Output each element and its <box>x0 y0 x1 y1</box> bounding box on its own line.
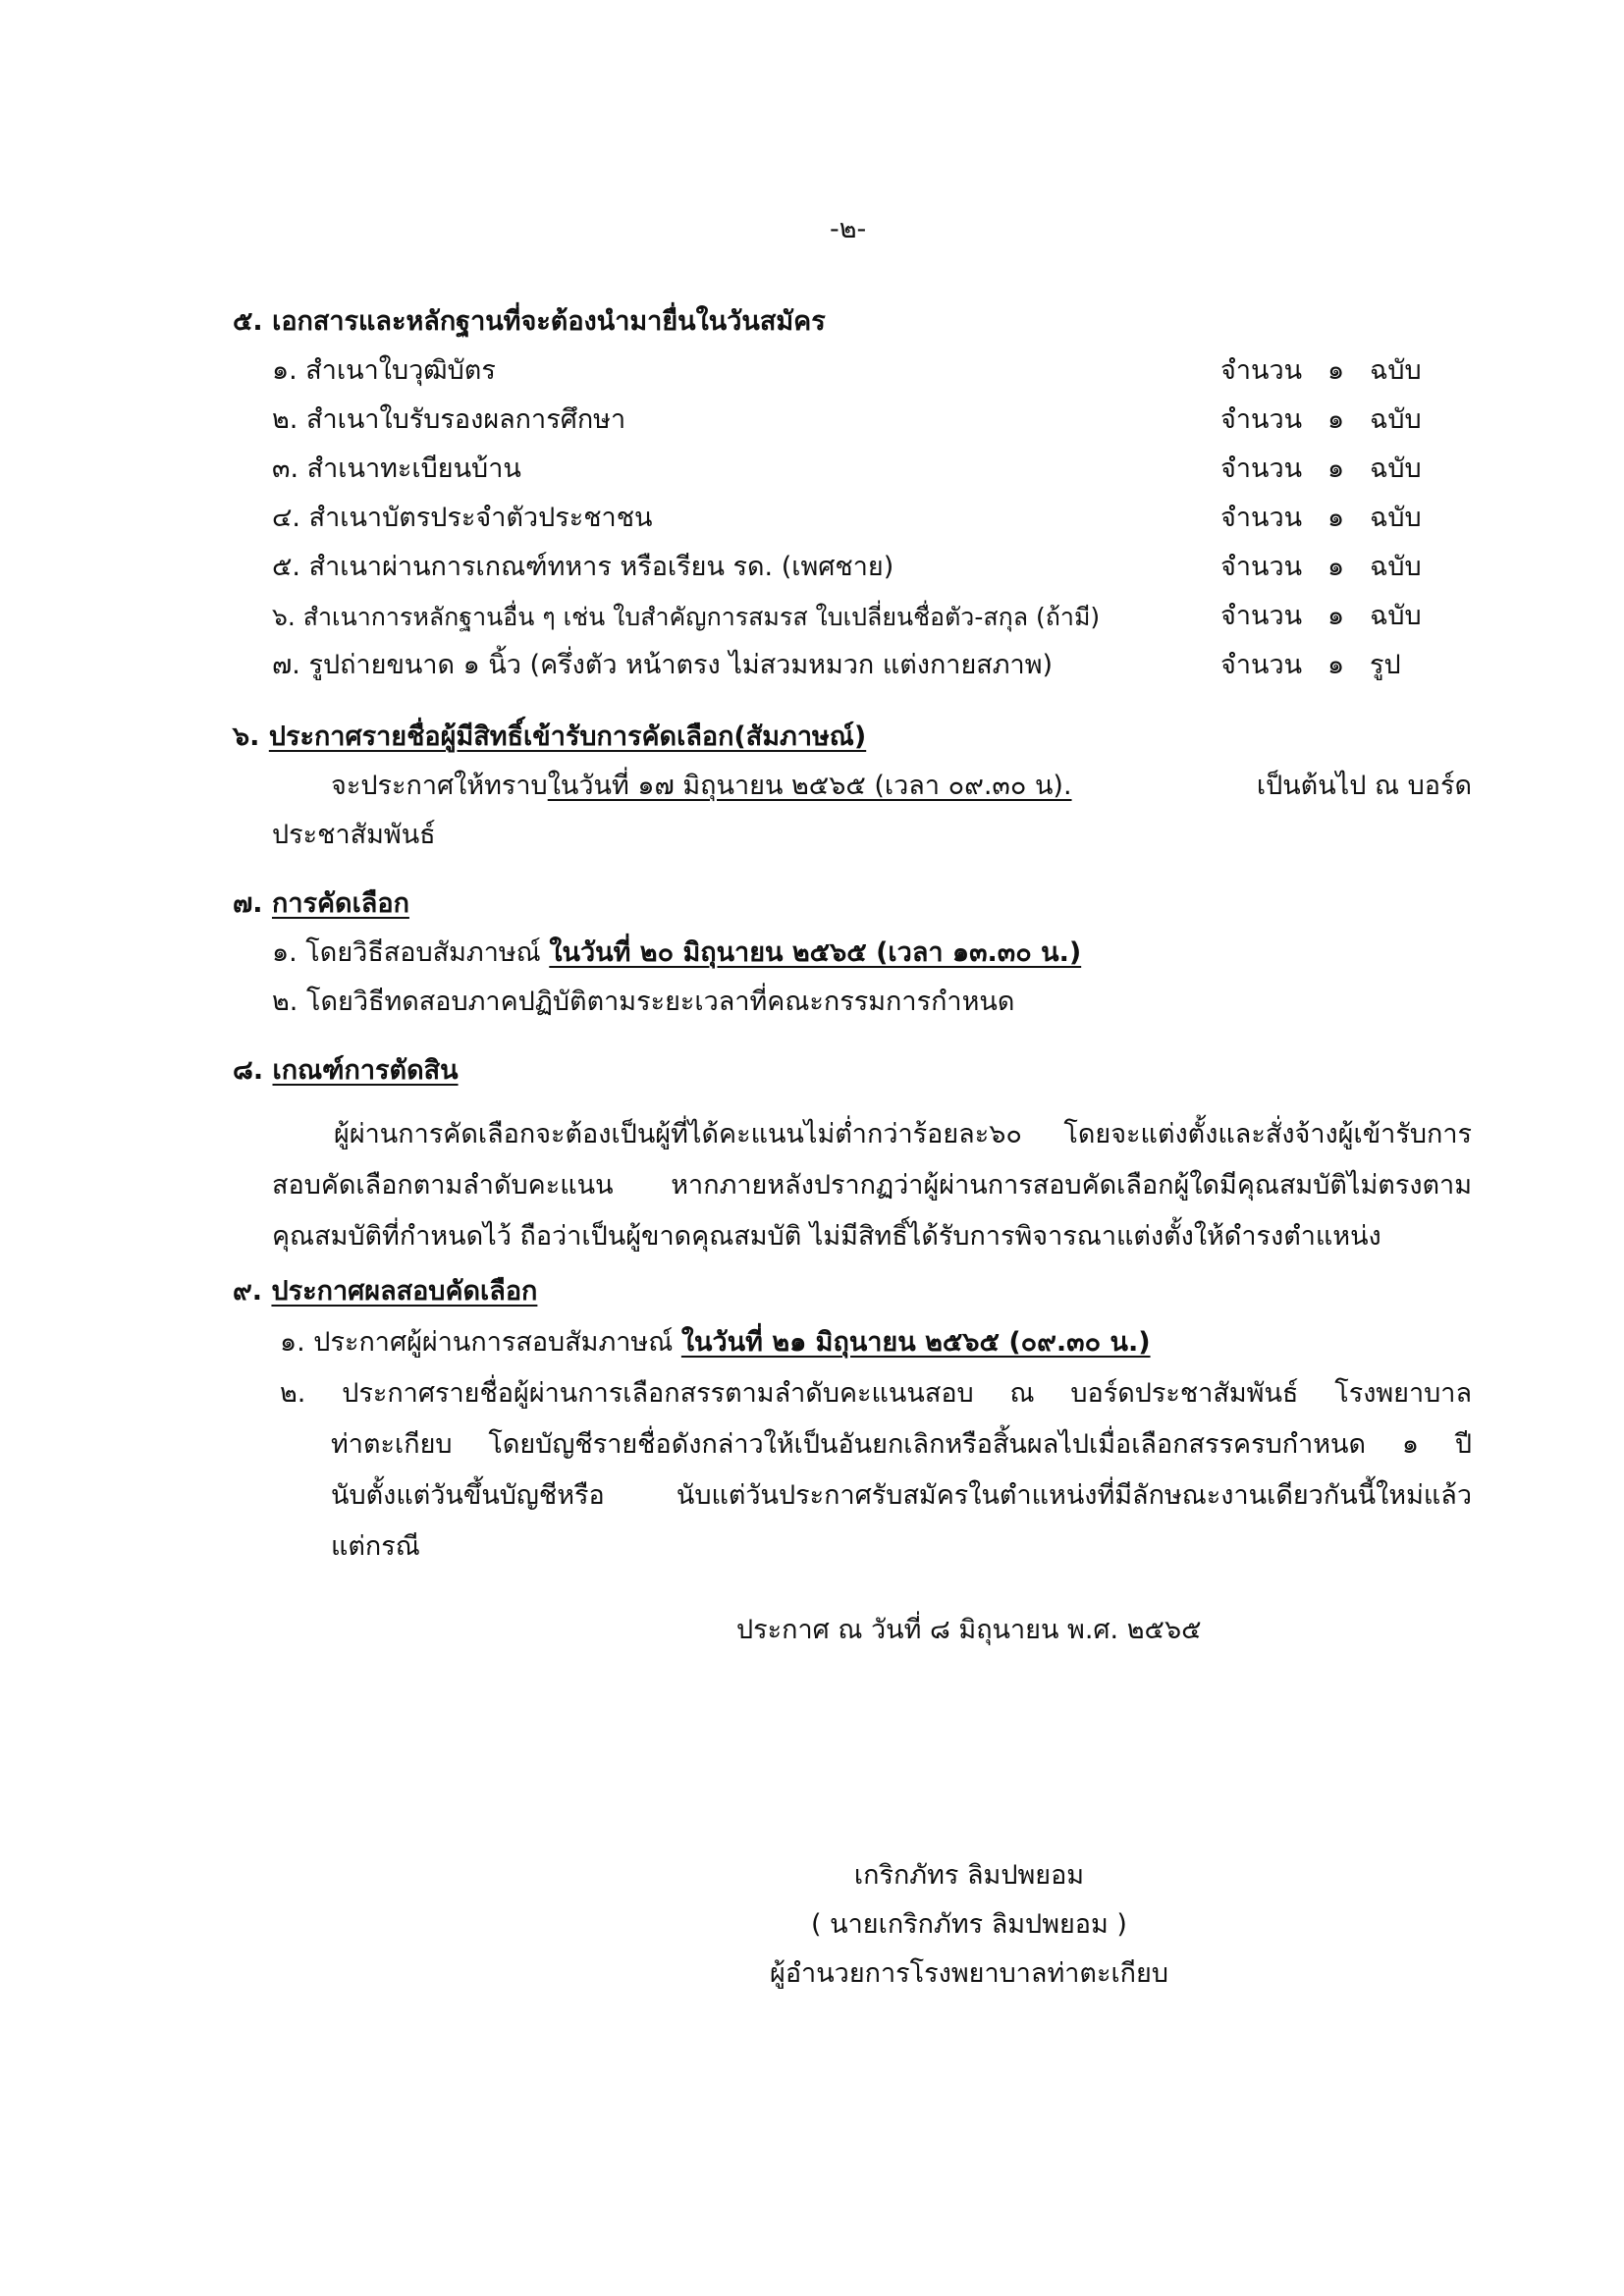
document-item-unit: ฉบับ <box>1370 355 1422 386</box>
document-item-text: ๒. สำเนาใบรับรองผลการศึกษา <box>272 404 626 435</box>
section9-number: ๙. <box>233 1276 263 1307</box>
document-item-label: จำนวน <box>1220 601 1303 631</box>
section9-item2-line: นับตั้งแต่วันขึ้นบัญชีหรือ นับแต่วันประกาศรับสมัครในตำแหน่งที่มีลักษณะงานเดียวกันนี้ใหม่แล้ว <box>331 1480 1472 1511</box>
signer-position: ผู้อำนวยการโรงพยาบาลท่าตะเกียบ <box>770 1958 1168 1989</box>
document-item-unit: ฉบับ <box>1370 601 1422 631</box>
document-item-label: จำนวน <box>1220 404 1303 435</box>
document-item-count: ๑ <box>1327 552 1345 582</box>
section7-item1: ๑. โดยวิธีสอบสัมภาษณ์ ในวันที่ ๒๐ มิถุนายน ๒๕๖๕ (เวลา ๑๓.๓๐ น.) <box>272 937 1082 968</box>
section6-text-pre: จะประกาศให้ทราบในวันที่ ๑๗ มิถุนายน ๒๕๖๕ (เวลา ๐๙.๓๐ น). <box>331 771 1072 801</box>
section9-item2-line: ท่าตะเกียบ โดยบัญชีรายชื่อดังกล่าวให้เป็นอันยกเลิกหรือสิ้นผลไปเมื่อเลือกสรรครบกำหนด ๑ ปี <box>331 1429 1472 1460</box>
document-item <box>0 404 1624 444</box>
document-item-text: ๔. สำเนาบัตรประจำตัวประชาชน <box>272 503 653 533</box>
section8-number: ๘. <box>233 1055 264 1086</box>
section9-item2-line: แต่กรณี <box>331 1531 420 1562</box>
section7-item1-date: ในวันที่ ๒๐ มิถุนายน ๒๕๖๕ (เวลา ๑๓.๓๐ น.) <box>549 937 1082 968</box>
document-item-unit: ฉบับ <box>1370 454 1422 484</box>
document-item-label: จำนวน <box>1220 454 1303 484</box>
section9-heading <box>233 1276 537 1308</box>
document-item-count: ๑ <box>1327 355 1345 386</box>
section9-item2-line: ๒. ประกาศรายชื่อผู้ผ่านการเลือกสรรตามลำดับคะแนนสอบ ณ บอร์ดประชาสัมพันธ์ โรงพยาบาล <box>280 1378 1472 1409</box>
section9-heading-text: ประกาศผลสอบคัดเลือก <box>271 1276 538 1307</box>
section6-text-line1 <box>331 771 1472 802</box>
document-item-unit: ฉบับ <box>1370 404 1422 435</box>
document-item <box>0 650 1624 689</box>
section5-heading: ๕. เอกสารและหลักฐานที่จะต้องนำมายื่นในวันสมัคร <box>233 306 826 337</box>
section7-heading <box>233 888 409 920</box>
section9-item1-date: ในวันที่ ๒๑ มิถุนายน ๒๕๖๕ (๐๙.๓๐ น.) <box>680 1327 1151 1358</box>
section8-paragraph-line: สอบคัดเลือกตามลำดับคะแนน หากภายหลังปรากฏว่าผู้ผ่านการสอบคัดเลือกผู้ใดมีคุณสมบัติไม่ตรงตาม <box>272 1170 1472 1201</box>
section9-item1: ๑. ประกาศผู้ผ่านการสอบสัมภาษณ์ ในวันที่ ๒๑ มิถุนายน ๒๕๖๕ (๐๙.๓๐ น.) <box>280 1327 1151 1358</box>
section8-paragraph-line: คุณสมบัติที่กำหนดไว้ ถือว่าเป็นผู้ขาดคุณสมบัติ ไม่มีสิทธิ์ได้รับการพิจารณาแต่งตั้งให้ดำรงตำแหน่ง <box>272 1221 1381 1252</box>
section6-heading-text: ประกาศรายชื่อผู้มีสิทธิ์เข้ารับการคัดเลือก(สัมภาษณ์) <box>268 721 867 752</box>
section7-heading-text: การคัดเลือก <box>271 888 409 919</box>
document-item-count: ๑ <box>1327 650 1345 680</box>
document-item <box>0 601 1624 640</box>
document-item-label: จำนวน <box>1220 503 1303 533</box>
section7-item2: ๒. โดยวิธีทดสอบภาคปฏิบัติตามระยะเวลาที่คณะกรรมการกำหนด <box>272 987 1015 1017</box>
document-item-count: ๑ <box>1327 454 1345 484</box>
document-item-unit: รูป <box>1370 650 1401 680</box>
document-item <box>0 355 1624 395</box>
section6-text-line2: ประชาสัมพันธ์ <box>272 820 436 850</box>
document-item-text: ๖. สำเนาการหลักฐานอื่น ๆ เช่น ใบสำคัญการสมรส ใบเปลี่ยนชื่อตัว-สกุล (ถ้ามี) <box>272 603 1101 631</box>
document-item-label: จำนวน <box>1220 355 1303 386</box>
signed-name: เกริกภัทร ลิมปพยอม <box>853 1860 1085 1891</box>
section8-paragraph-line: ผู้ผ่านการคัดเลือกจะต้องเป็นผู้ที่ได้คะแนนไม่ต่ำกว่าร้อยละ๖๐ โดยจะแต่งตั้งและสั่งจ้างผู้เข้ารับการ <box>334 1119 1472 1149</box>
document-item-label: จำนวน <box>1220 650 1303 680</box>
document-item-text: ๓. สำเนาทะเบียนบ้าน <box>272 454 521 484</box>
document-item <box>0 503 1624 542</box>
announcement-date: ประกาศ ณ วันที่ ๘ มิถุนายน พ.ศ. ๒๕๖๕ <box>736 1615 1202 1645</box>
signer-full-name: ( นายเกริกภัทร ลิมปพยอม ) <box>811 1909 1127 1940</box>
document-item-count: ๑ <box>1327 601 1345 631</box>
section7-number: ๗. <box>233 888 263 919</box>
document-item-text: ๗. รูปถ่ายขนาด ๑ นิ้ว (ครึ่งตัว หน้าตรง ไม่สวมหมวก แต่งกายสภาพ) <box>272 650 1054 680</box>
document-item <box>0 552 1624 591</box>
section8-heading <box>233 1055 459 1087</box>
document-item-label: จำนวน <box>1220 552 1303 582</box>
document-item <box>0 454 1624 493</box>
document-item-unit: ฉบับ <box>1370 552 1422 582</box>
section6-number: ๖. <box>233 721 260 752</box>
document-item-unit: ฉบับ <box>1370 503 1422 533</box>
section8-heading-text: เกณฑ์การตัดสิน <box>272 1055 459 1086</box>
document-item-count: ๑ <box>1327 404 1345 435</box>
section6-text-post: เป็นต้นไป ณ บอร์ด <box>1256 771 1472 801</box>
document-item-text: ๕. สำเนาผ่านการเกณฑ์ทหาร หรือเรียน รด. (เพศชาย) <box>272 552 894 582</box>
page-number: -๒- <box>830 214 867 244</box>
document-item-count: ๑ <box>1327 503 1345 533</box>
section6-date: ในวันที่ ๑๗ มิถุนายน ๒๕๖๕ (เวลา ๐๙.๓๐ น). <box>547 771 1072 801</box>
document-item-text: ๑. สำเนาใบวุฒิบัตร <box>272 355 496 386</box>
section6-heading <box>233 721 866 753</box>
